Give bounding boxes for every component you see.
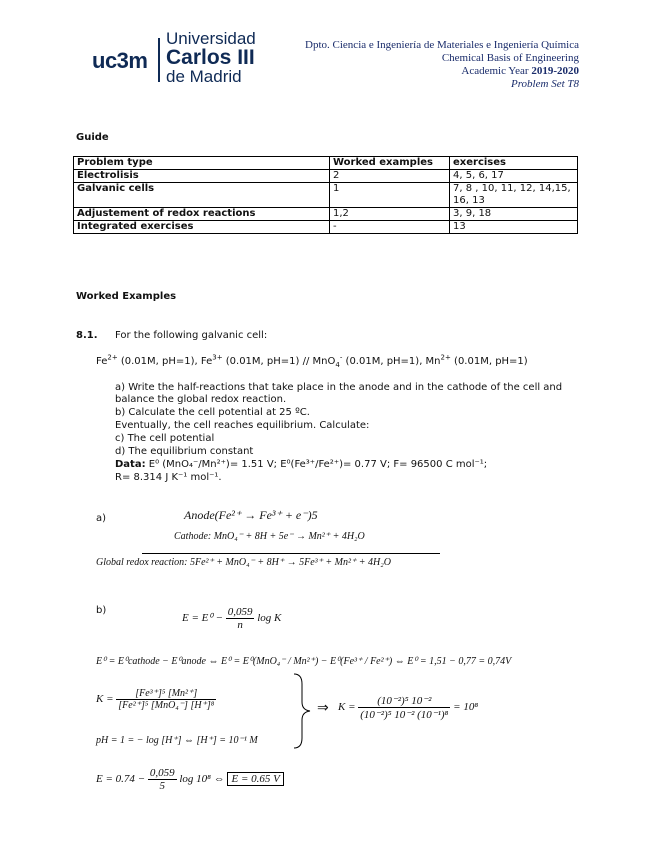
final-denominator: 5 bbox=[159, 780, 165, 792]
table-cell: 13 bbox=[450, 221, 578, 234]
k2-lhs: K = bbox=[338, 701, 356, 714]
logo-divider bbox=[158, 38, 160, 82]
k-numerator: [Fe³⁺]⁵ [Mn²⁺] bbox=[116, 688, 216, 700]
table-cell: 2 bbox=[330, 170, 450, 183]
table-cell: - bbox=[330, 221, 450, 234]
logo-de-madrid: de Madrid bbox=[166, 67, 242, 86]
fe3-charge: 3+ bbox=[212, 353, 223, 362]
mno4-condition: (0.01M, pH=1), Mn bbox=[342, 356, 441, 367]
fe3-condition: (0.01M, pH=1) // MnO bbox=[222, 356, 336, 367]
nernst-lhs: E = E⁰ − bbox=[182, 612, 223, 625]
equilibrium-expression bbox=[96, 688, 216, 711]
final-lhs: E = 0.74 − bbox=[96, 773, 146, 786]
final-result: E = 0.65 V bbox=[227, 772, 283, 786]
table-header-row bbox=[74, 157, 578, 170]
k2-denominator: (10⁻²)⁵ 10⁻² (10⁻¹)⁸ bbox=[360, 709, 449, 721]
mn-charge: 2+ bbox=[440, 353, 451, 362]
department: Dpto. Ciencia e Ingeniería de Materiales e Ingeniería Química bbox=[305, 39, 579, 51]
data-values: E⁰ (MnO₄⁻/Mn²⁺)= 1.51 V; E⁰(Fe³⁺/Fe²⁺)= 0.77 V; F= 96500 C mol⁻¹; bbox=[148, 459, 488, 470]
anode-reaction: Anode(Fe²⁺ → Fe³⁺ + e⁻)5 bbox=[184, 508, 318, 522]
guide-table bbox=[73, 156, 578, 234]
k2-numerator: (10⁻²)⁵ 10⁻² bbox=[358, 694, 450, 708]
problem-set: Problem Set T8 bbox=[510, 78, 579, 90]
table-row bbox=[74, 221, 578, 234]
final-log: log 10⁸ bbox=[179, 773, 211, 786]
table-cell: 1 bbox=[330, 183, 450, 208]
col-problem-type: Problem type bbox=[74, 157, 330, 170]
course-name: Chemical Basis of Engineering bbox=[441, 52, 579, 64]
question-a: a) Write the half-reactions that take place in the anode and in the cathode of the cell and balance the global redox reaction. bbox=[115, 382, 563, 406]
table-cell: 3, 9, 18 bbox=[450, 208, 578, 221]
final-iff: ⇔ bbox=[213, 773, 225, 786]
uc3m-logo-text: uc3m bbox=[92, 48, 148, 73]
k-numeric bbox=[338, 694, 478, 721]
logo-universidad: Universidad bbox=[166, 29, 256, 48]
table-cell: 1,2 bbox=[330, 208, 450, 221]
k2-rhs: = 10⁸ bbox=[453, 701, 479, 714]
global-reaction: Global redox reaction: 5Fe²⁺ + MnO₄⁻ + 8H⁺ → 5Fe³⁺ + Mn²⁺ + 4H₂O bbox=[96, 557, 391, 568]
standard-potential: E⁰ = E⁰cathode − E⁰anode ⇔ E⁰ = E⁰(MnO₄⁻ / Mn²⁺) − E⁰(Fe³⁺ / Fe²⁺) ⇔ E⁰ = 1,51 − 0,77 = 0,74V bbox=[96, 656, 512, 667]
table-cell: Electrolisis bbox=[74, 170, 330, 183]
table-cell: Integrated exercises bbox=[74, 221, 330, 234]
table-row bbox=[74, 183, 578, 208]
fe2-charge: 2+ bbox=[107, 353, 118, 362]
nernst-numerator: 0,059 bbox=[227, 606, 253, 618]
col-worked-examples: Worked examples bbox=[330, 157, 450, 170]
table-row bbox=[74, 208, 578, 221]
academic-year bbox=[461, 65, 579, 78]
final-numerator: 0,059 bbox=[149, 767, 175, 779]
table-cell: 4, 5, 6, 17 bbox=[450, 170, 578, 183]
final-potential bbox=[96, 767, 284, 792]
guide-title: Guide bbox=[76, 132, 109, 143]
problem-intro: For the following galvanic cell: bbox=[115, 330, 268, 341]
ph-relation: pH = 1 = − log [H⁺] ⇔ [H⁺] = 10⁻¹ M bbox=[96, 735, 258, 746]
right-brace bbox=[290, 672, 314, 750]
galvanic-cell-notation bbox=[96, 353, 528, 369]
fe3-symbol: Fe bbox=[200, 356, 213, 367]
col-exercises: exercises bbox=[450, 157, 578, 170]
question-d: d) The equilibrium constant bbox=[115, 446, 254, 457]
problem-number: 8.1. bbox=[76, 330, 98, 341]
logo-carlos-iii: Carlos III bbox=[166, 46, 255, 69]
worked-examples-title: Worked Examples bbox=[76, 291, 177, 302]
academic-year-label: Academic Year bbox=[461, 65, 532, 77]
k-lhs: K = bbox=[96, 693, 114, 706]
cathode-reaction: Cathode: MnO₄⁻ + 8H + 5e⁻ → Mn²⁺ + 4H₂O bbox=[174, 531, 365, 542]
mno4-charge: - bbox=[339, 353, 343, 362]
fe2-condition: (0.01M, pH=1), bbox=[117, 356, 201, 367]
sum-line bbox=[142, 553, 440, 554]
nernst-equation bbox=[182, 606, 281, 631]
data-label: Data: bbox=[115, 459, 146, 470]
gas-constant: R= 8.314 J K⁻¹ mol⁻¹. bbox=[115, 472, 222, 483]
mno4-subscript: 4 bbox=[335, 361, 340, 369]
question-c: c) The cell potential bbox=[115, 433, 215, 444]
given-data bbox=[115, 459, 487, 471]
label-b: b) bbox=[96, 605, 107, 616]
k-denominator: [Fe²⁺]⁵ [MnO₄⁻] [H⁺]⁸ bbox=[118, 700, 215, 711]
table-row bbox=[74, 170, 578, 183]
mn-condition: (0.01M, pH=1) bbox=[450, 356, 528, 367]
nernst-rhs: log K bbox=[257, 612, 282, 625]
nernst-denominator: n bbox=[237, 619, 243, 631]
academic-year-value: 2019-2020 bbox=[531, 65, 579, 77]
table-cell: Adjustement of redox reactions bbox=[74, 208, 330, 221]
table-cell: Galvanic cells bbox=[74, 183, 330, 208]
fe2-symbol: Fe bbox=[96, 356, 108, 367]
table-cell: 7, 8 , 10, 11, 12, 14,15, 16, 13 bbox=[450, 183, 578, 208]
equilibrium-note: Eventually, the cell reaches equilibrium. Calculate: bbox=[115, 420, 370, 431]
implies-arrow: ⇒ bbox=[317, 701, 329, 716]
label-a: a) bbox=[96, 513, 107, 524]
question-b: b) Calculate the cell potential at 25 ºC. bbox=[115, 407, 310, 418]
